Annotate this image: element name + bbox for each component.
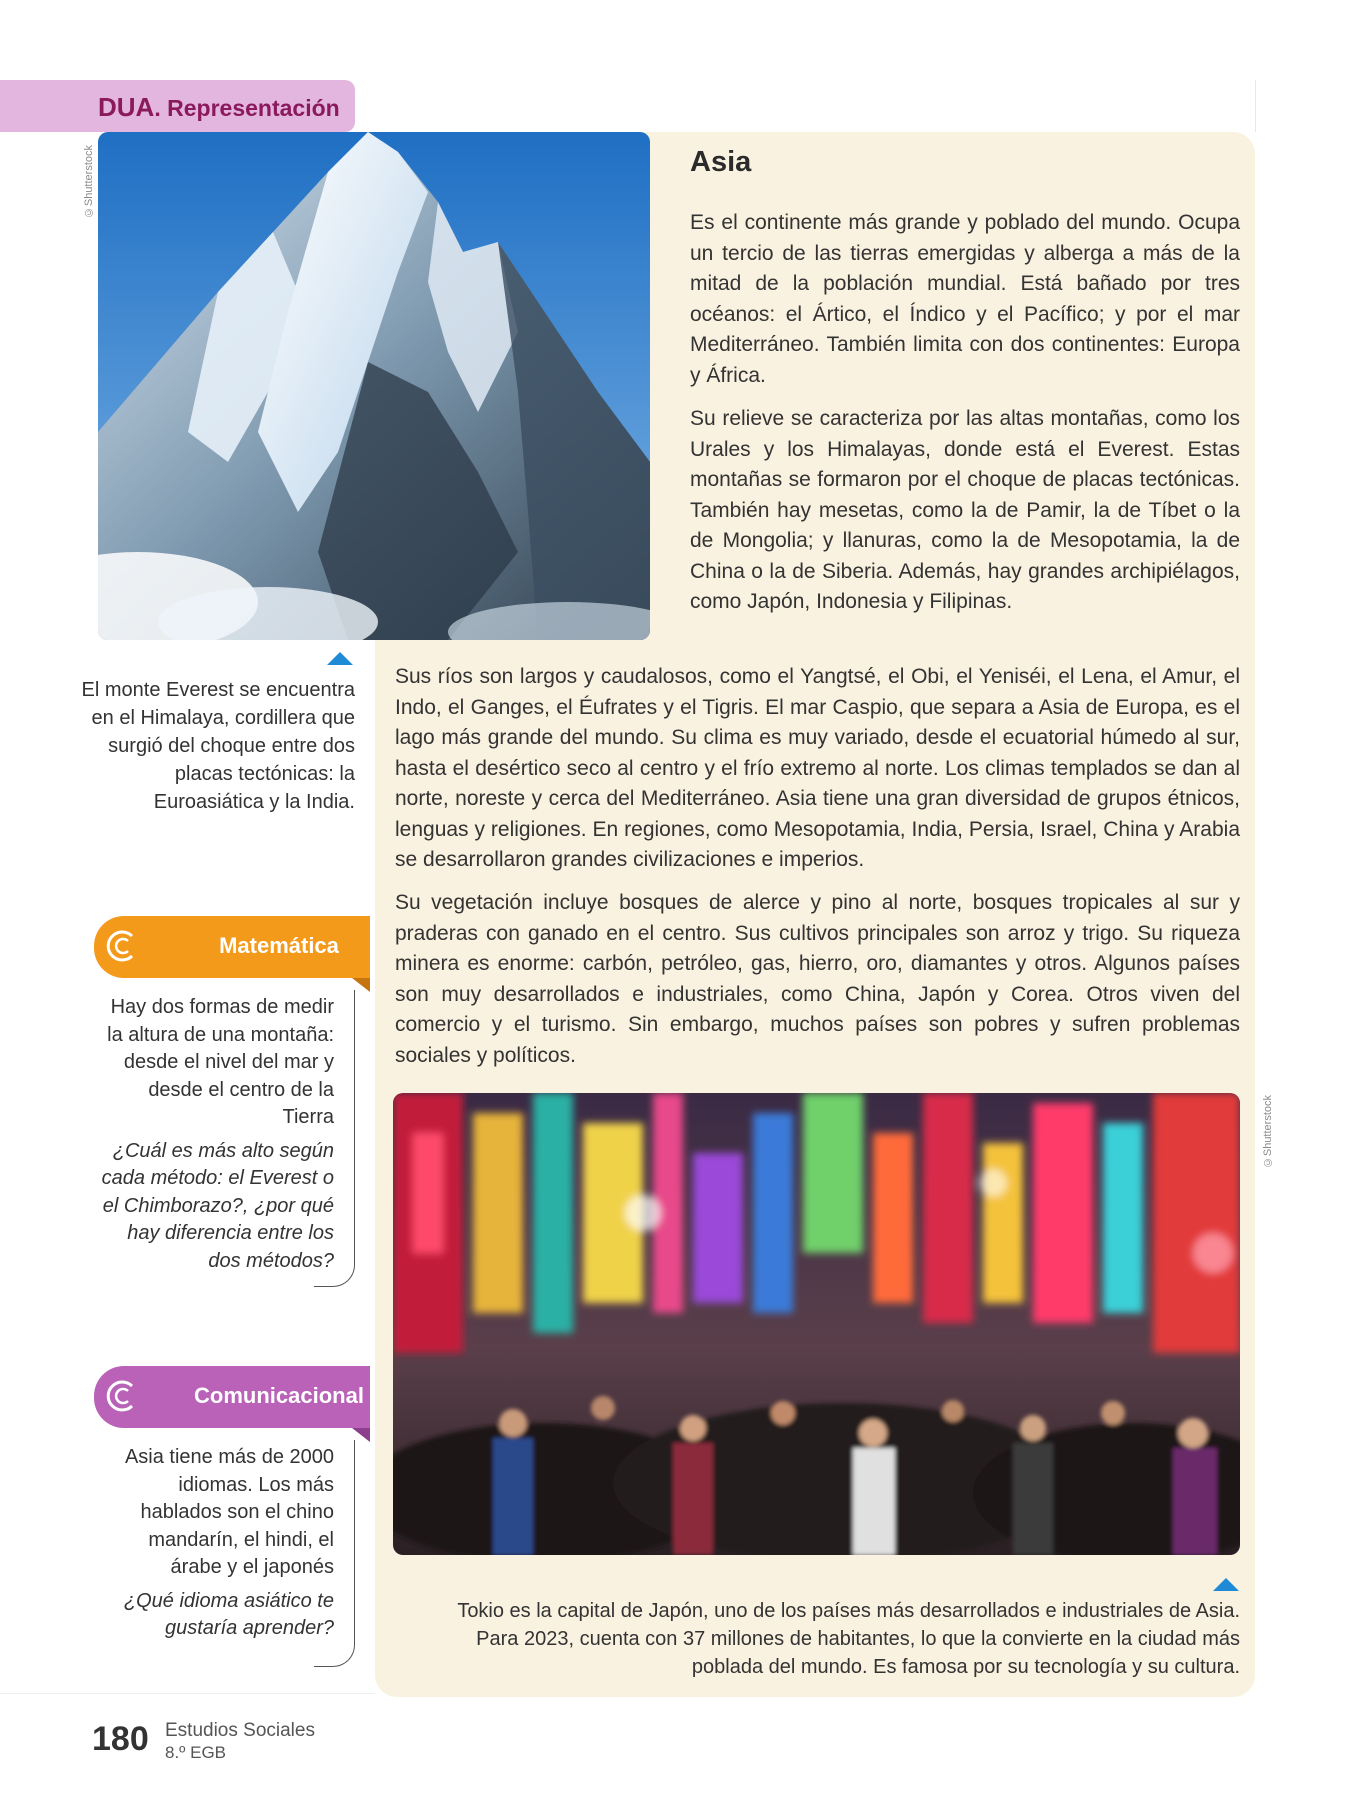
paragraph-3: Sus ríos son largos y caudalosos, como el Yangtsé, el Obi, el Yeniséi, el Lena, el Amur, el Indo, el Ganges, el Éufrates y el Tigris. El mar Caspio, que separa a Asia de Europa, es el lago más grande del mundo. Su clima es muy variado, desde el ecuatorial húmedo al sur, hasta el desértico seco al centro y el frío extremo al norte. Los climas templados se dan al norte, noreste y cerca del Mediterráneo. Asia tiene una gran diversidad de grupos étnicos, lenguas y religiones. En regiones, como Mesopotamia, India, Persia, Israel, China y Arabia se desarrollaron grandes civilizaciones e imperios. [395,665,1240,871]
triangle-marker-icon [1213,1578,1239,1591]
c-logo-icon [104,928,140,964]
footer-grade: 8.º EGB [165,1743,227,1762]
dua-label [98,92,340,123]
dua-word: DUA [98,92,155,122]
footer-divider [0,1693,375,1694]
footer-subject: Estudios Sociales [165,1720,315,1741]
tokio-image [393,1093,1240,1555]
everest-caption: El monte Everest se encuentra en el Himalaya, cordillera que surgió del choque entre dos placas tectónicas: la Euroasiática y la India. [81,679,355,813]
tokio-caption: Tokio es la capital de Japón, uno de los países más desarrollados e industriales de Asia. Para 2023, cuenta con 37 millones de habitantes, lo que la convierte en la ciudad más poblada del mundo. Es famosa por su tecnología y su cultura. [457,1600,1240,1678]
comunicacional-title: Comunicacional [194,1383,364,1408]
page-title: Asia [690,146,752,178]
comunicacional-header [94,1366,370,1428]
everest-image [98,132,650,640]
triangle-marker-icon [327,652,353,665]
tokio-credit: ©Shutterstock [1262,1095,1274,1169]
matematica-title: Matemática [219,933,339,958]
matematica-header [94,916,370,978]
dua-section: . Representación [154,95,340,121]
comunicacional-text: Asia tiene más de 2000 idiomas. Los más hablados son el chino mandarín, el hindi, el árabe y el japonés [124,1446,334,1578]
matematica-text: Hay dos formas de medir la altura de una montaña: desde el nivel del mar y desde el centro de la Tierra [107,996,334,1128]
page-number: 180 [92,1720,149,1758]
paragraph-1: Es el continente más grande y poblado del mundo. Ocupa un tercio de las tierras emergidas y alberga a más de la mitad de la población mundial. Está bañado por tres océanos: el Ártico, el Índico y el Pacífico; y por el mar Mediterráneo. También limita con dos continentes: Europa y África. [690,211,1240,387]
mountain-credit: ©Shutterstock [83,145,95,219]
comunicacional-question: ¿Qué idioma asiático te gustaría aprender? [123,1589,334,1639]
divider [1255,80,1256,132]
matematica-question: ¿Cuál es más alto según cada método: el Everest o el Chimborazo?, ¿por qué hay diferencia entre los dos métodos? [101,1139,334,1272]
comunicacional-body [94,1444,334,1643]
c-logo-icon [104,1378,140,1414]
paragraph-4: Su vegetación incluye bosques de alerce y pino al norte, bosques tropicales al sur y praderas con ganado en el centro. Sus cultivos principales son arroz y trigo. Su riqueza minera es enorme: carbón, petróleo, gas, hierro, oro, diamantes y otros. Algunos países son muy desarrollados e industriales, como China, Japón y Corea. Otros viven del comercio y el turismo. Sin embargo, muchos países son pobres y sufren problemas sociales y políticos. [395,891,1240,1067]
paragraph-2: Su relieve se caracteriza por las altas montañas, como los Urales y los Himalayas, donde está el Everest. Estas montañas se formaron por el choque de placas tectónicas. También hay mesetas, como la de Pamir, la de Tíbet o la de Mongolia; y llanuras, como la de Mesopotamia, la de China o la de Siberia. Además, hay grandes archipiélagos, como Japón, Indonesia y Filipinas. [690,407,1240,613]
matematica-body [94,994,334,1275]
